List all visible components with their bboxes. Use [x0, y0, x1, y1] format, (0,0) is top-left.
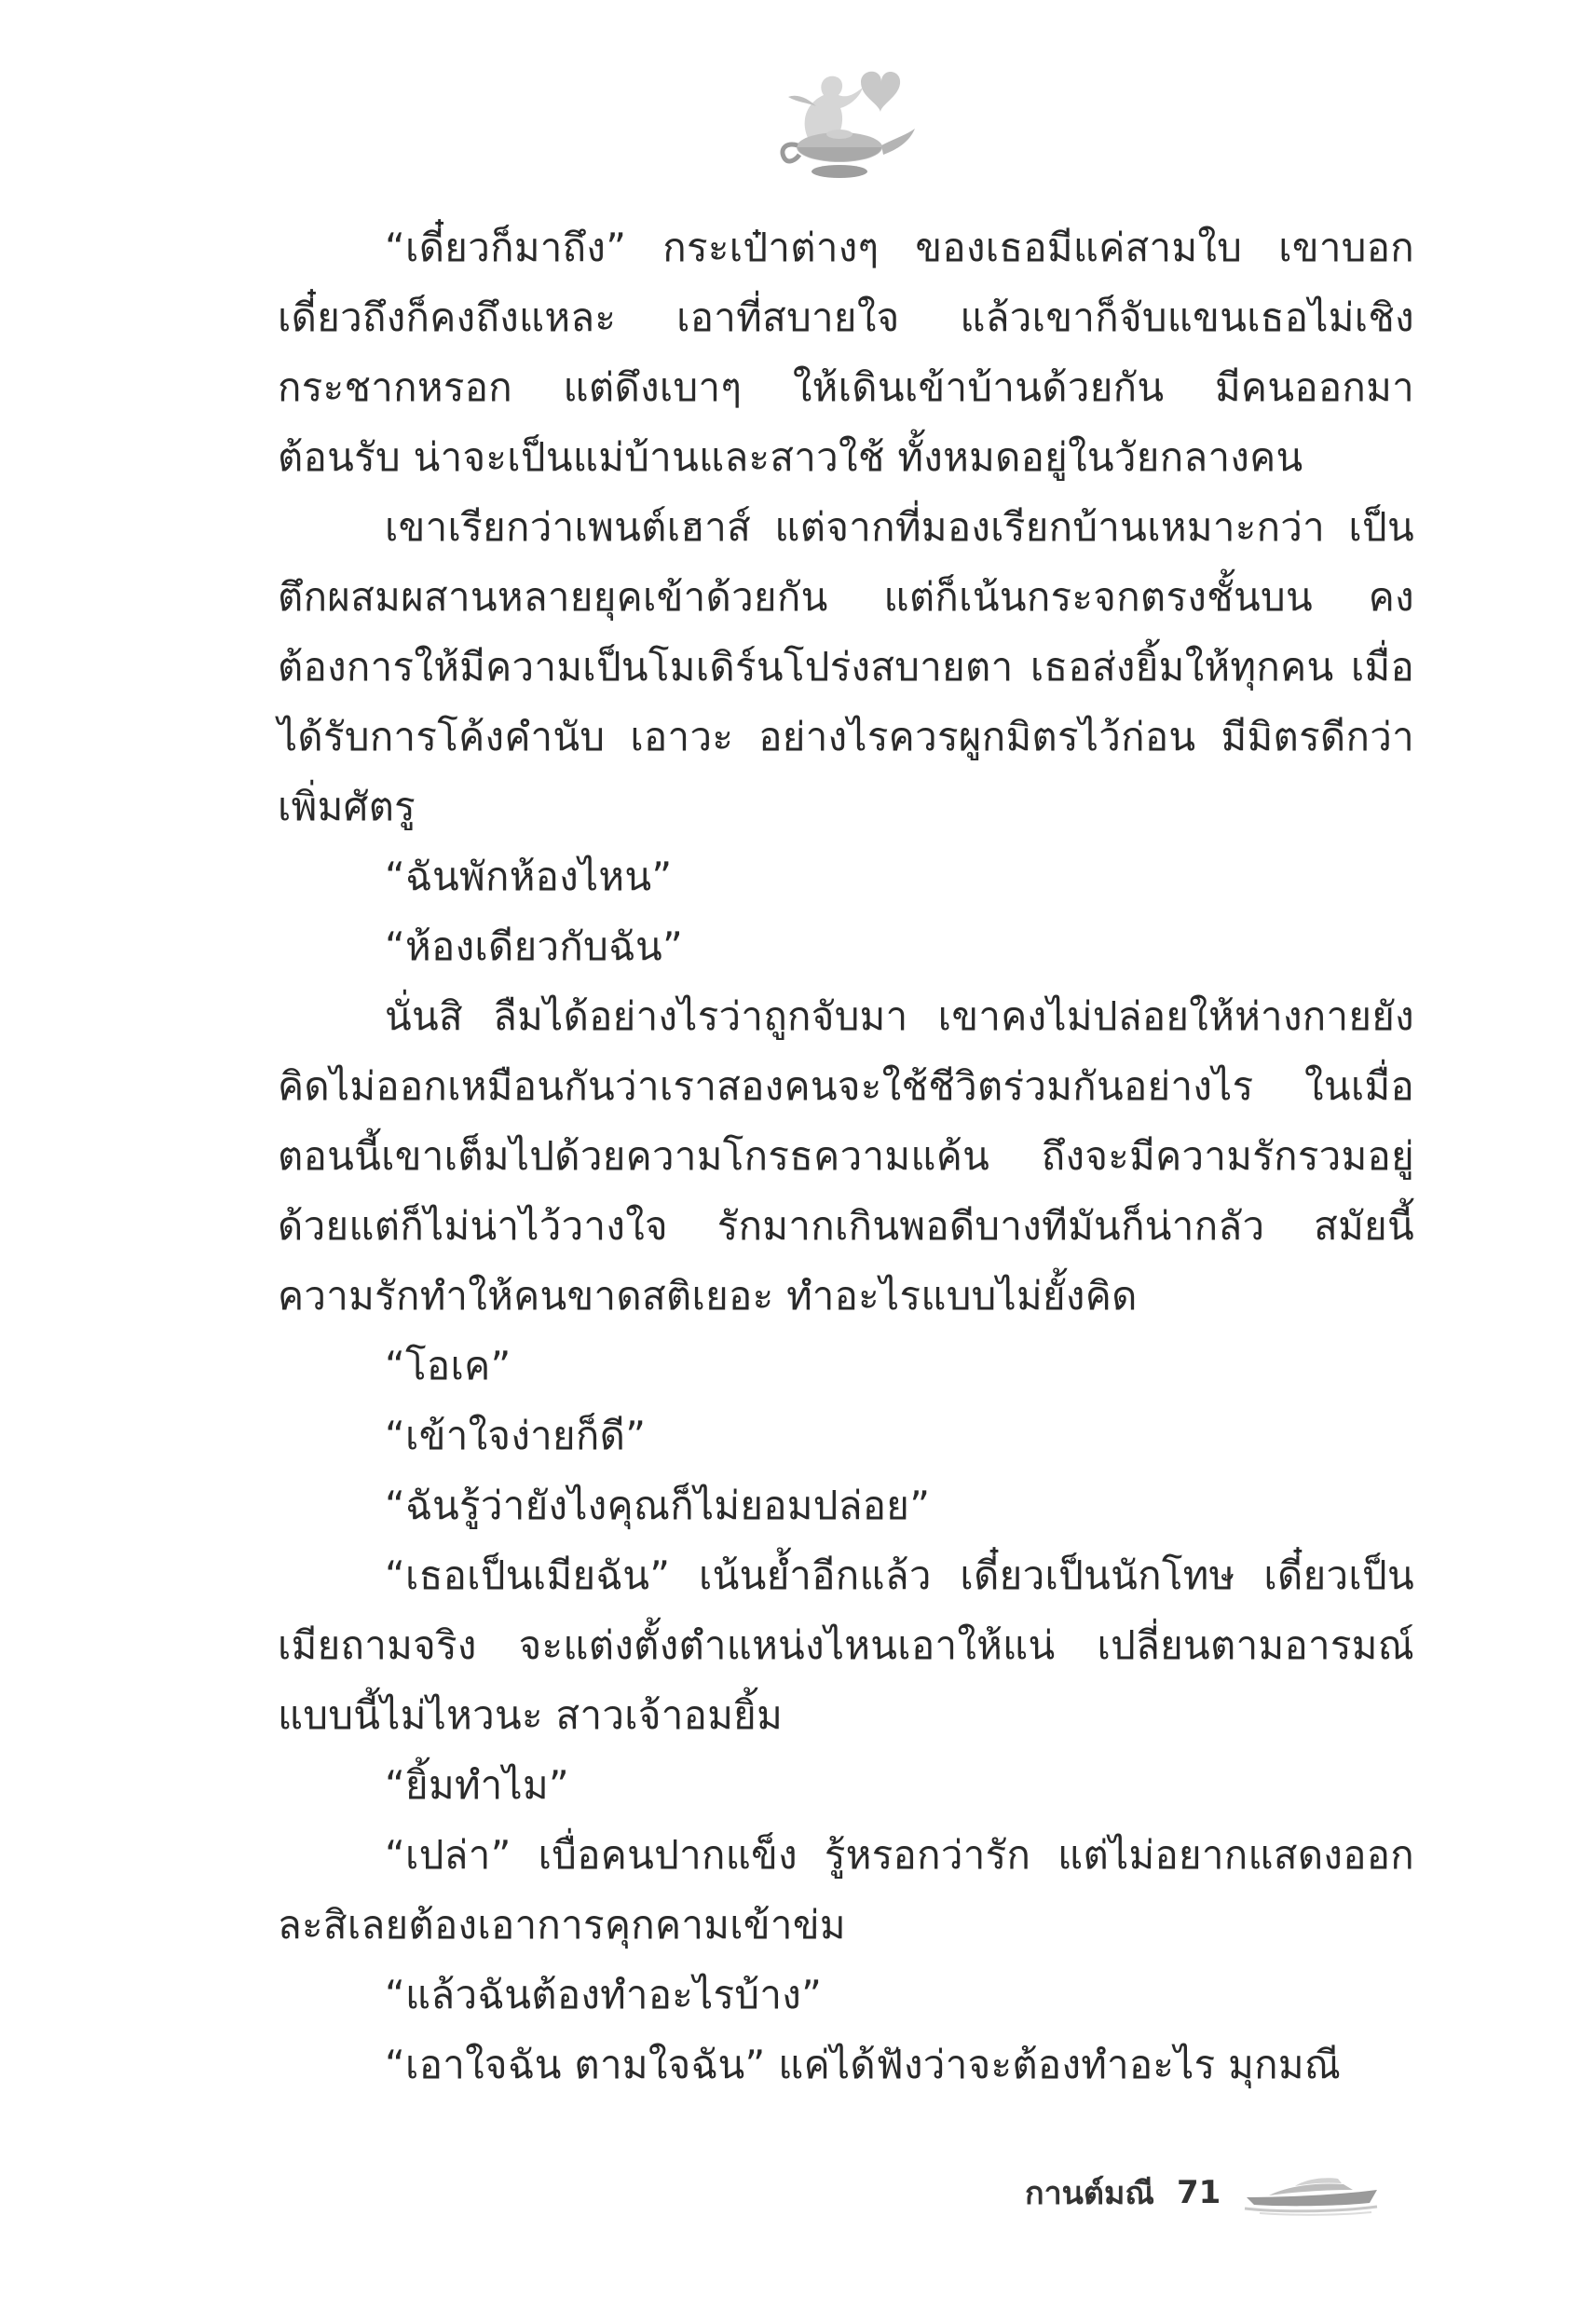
- paragraph: “ยิ้มทำไม”: [385, 1762, 569, 1808]
- paragraph: “เปล่า” เบื่อคนปากแข็ง รู้หรอกว่ารัก แต่ไม่อยากแสดงออกละสิเลยต้องเอาการคุกคามเข้าข่ม: [278, 1832, 1414, 1948]
- paragraph: “เข้าใจง่ายก็ดี”: [385, 1413, 647, 1458]
- paragraph: เขาเรียกว่าเพนต์เฮาส์ แต่จากที่มองเรียกบ้านเหมาะกว่า เป็นตึกผสมผสานหลายยุคเข้าด้วยกัน แต่ก็เน้นกระจกตรงชั้นบน คงต้องการให้มีความเป็นโมเดิร์นโปร่งสบายตา เธอส่งยิ้มให้ทุกคน เมื่อได้รับการโค้งคำนับ เอาวะ อย่างไรควรผูกมิตรไว้ก่อน มีมิตรดีกว่าเพิ่มศัตรู: [278, 504, 1414, 829]
- paragraph: “เดี๋ยวก็มาถึง” กระเป๋าต่างๆ ของเธอมีแค่สามใบ เขาบอกเดี๋ยวถึงก็คงถึงแหละ เอาที่สบายใจ แล้วเขาก็จับแขนเธอไม่เชิงกระชากหรอก แต่ดึงเบาๆ ให้เดินเข้าบ้านด้วยกัน มีคนออกมาต้อนรับ น่าจะเป็นแม่บ้านและสาวใช้ ทั้งหมดอยู่ในวัยกลางคน: [278, 225, 1414, 480]
- genie-lamp-ornament-icon: [751, 56, 919, 186]
- paragraph: “โอเค”: [385, 1343, 512, 1388]
- paragraph: นั่นสิ ลืมได้อย่างไรว่าถูกจับมา เขาคงไม่ปล่อยให้ห่างกายยังคิดไม่ออกเหมือนกันว่าเราสองคนจะใช้ชีวิตร่วมกันอย่างไร ในเมื่อตอนนี้เขาเต็มไปด้วยความโกรธความแค้น ถึงจะมีความรักรวมอยู่ด้วยแต่ก็ไม่น่าไว้วางใจ รักมากเกินพอดีบางทีมันก็น่ากลัว สมัยนี้ความรักทำให้คนขาดสติเยอะ ทำอะไรแบบไม่ยั้งคิด: [278, 993, 1414, 1319]
- paragraph: “ห้องเดียวกับฉัน”: [385, 923, 684, 969]
- paragraph: “แล้วฉันต้องทำอะไรบ้าง”: [385, 1972, 823, 2017]
- yacht-ornament-icon: [1241, 2169, 1381, 2216]
- paragraph: “เอาใจฉัน ตามใจฉัน” แค่ได้ฟังว่าจะต้องทำอะไร มุกมณี: [385, 2042, 1342, 2087]
- page-footer: [1025, 2160, 1416, 2225]
- body-text: [278, 212, 1414, 2099]
- paragraph: “เธอเป็นเมียฉัน” เน้นย้ำอีกแล้ว เดี๋ยวเป็นนักโทษ เดี๋ยวเป็นเมียถามจริง จะแต่งตั้งตำแหน่งไหนเอาให้แน่ เปลี่ยนตามอารมณ์แบบนี้ไม่ไหวนะ สาวเจ้าอมยิ้ม: [278, 1552, 1414, 1738]
- page-number: 71: [1176, 2174, 1221, 2211]
- book-title: กานต์มณี: [1025, 2175, 1154, 2212]
- paragraph: “ฉันพักห้องไหน”: [385, 854, 673, 899]
- paragraph: “ฉันรู้ว่ายังไงคุณก็ไม่ยอมปล่อย”: [385, 1483, 931, 1528]
